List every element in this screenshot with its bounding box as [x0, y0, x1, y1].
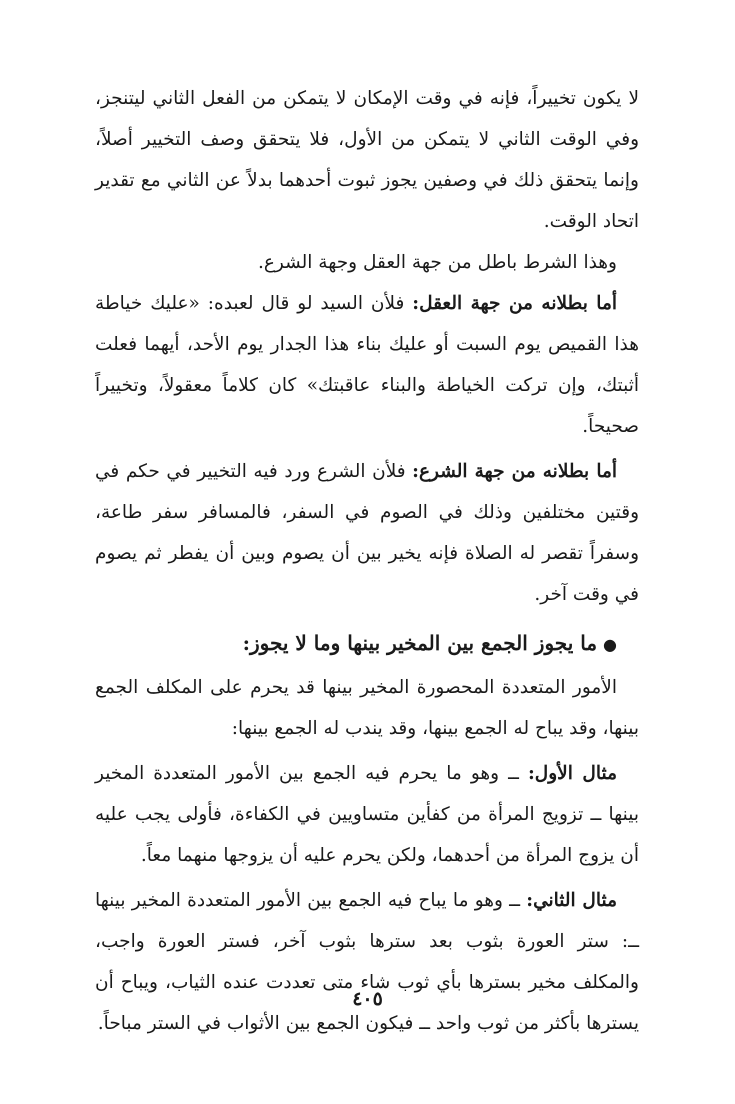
section-heading-text: ما يجوز الجمع بين المخير بينها وما لا يجوز:: [242, 631, 598, 655]
paragraph-section-intro: الأمور المتعددة المحصورة المخير بينها قد يحرم على المكلف الجمع بينها، وقد يباح له الجمع بينها، وقد يندب له الجمع بينها:: [95, 677, 639, 739]
example-two-lead: مثال الثاني:: [526, 890, 617, 911]
reason-intellect-text: فلأن السيد لو قال لعبده: «عليك خياطة هذا القميص يوم السبت أو عليك بناء هذا الجدار يوم الأحد، أيهما فعلت أثبتك، وإن تركت الخياطة والبناء عاقبتك» كان كلاماً معقولاً، وتخييراً صحيحاً.: [95, 293, 639, 437]
example-one-text: ــ وهو ما يحرم فيه الجمع بين الأمور المتعددة المخير بينها ــ تزويج المرأة من كفأين متساويين في الكفاءة، فأولى يجب عليه أن يزوج المرأة من أحدهما، ولكن يحرم عليه أن يزوجها منهما معاً.: [95, 763, 639, 866]
reason-sharia-text: فلأن الشرع ورد فيه التخيير في حكم في وقتين مختلفين وذلك في الصوم في السفر، فالمسافر سفر طاعة، وسفراً تقصر له الصلاة فإنه يخير بين أن يصوم وبين أن يفطر ثم يصوم في وقت آخر.: [95, 461, 639, 605]
reason-sharia-lead: أما بطلانه من جهة الشرع:: [412, 461, 618, 482]
section-heading: [95, 621, 639, 667]
reason-intellect-lead: أما بطلانه من جهة العقل:: [412, 293, 617, 314]
paragraph-reason-intellect: [95, 283, 639, 447]
example-two-text: ــ وهو ما يباح فيه الجمع بين الأمور المتعددة المخير بينها ــ: ستر العورة بثوب بعد سترها بثوب آخر، فستر العورة واجب، والمكلف مخير بسترها بأي ثوب شاء متى تعددت عنده الثياب، ويباح أن يسترها بأكثر من ثوب واحد ــ فيكون الجمع بين الأثواب في الستر مباحاً.: [95, 890, 639, 1034]
paragraph-example-one: [95, 753, 639, 876]
example-one-lead: مثال الأول:: [527, 763, 618, 784]
page-body: [95, 78, 639, 1044]
bullet-icon: ●: [603, 635, 617, 654]
paragraph-example-two: [95, 880, 639, 1044]
paragraph-intro: لا يكون تخييراً، فإنه في وقت الإمكان لا يتمكن من الفعل الثاني ليتنجز، وفي الوقت الثاني لا يتمكن من الأول، فلا يتحقق وصف التخيير أصلاً، وإنما يتحقق ذلك في وصفين يجوز ثبوت أحدهما بدلاً عن الثاني مع تقدير اتحاد الوقت.: [95, 88, 639, 232]
page-number: ٤٠٥: [352, 988, 383, 1010]
paragraph-reason-sharia: [95, 451, 639, 615]
paragraph-condition: وهذا الشرط باطل من جهة العقل وجهة الشرع.: [258, 252, 617, 273]
